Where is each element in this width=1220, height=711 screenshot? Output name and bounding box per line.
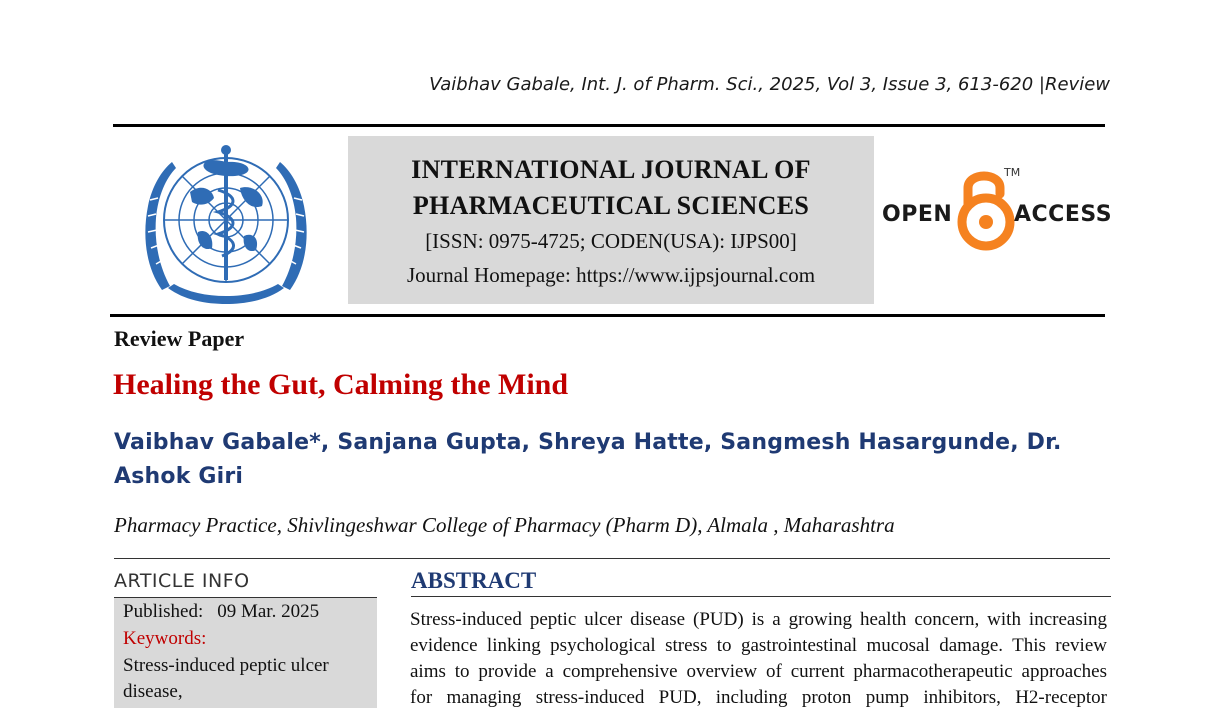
abstract-body — [410, 607, 1107, 711]
paper-type: Review Paper — [114, 326, 245, 351]
paper-title: Healing the Gut, Calming the Mind — [113, 368, 569, 401]
keywords-label: Keywords: — [123, 628, 207, 649]
paper-authors: Vaibhav Gabale*, Sanjana Gupta, Shreya Hatte, Sangmesh Hasargunde, Dr. Ashok Giri — [114, 430, 1062, 489]
open-access-open-text: OPEN — [882, 202, 953, 227]
abstract-rule — [411, 596, 1111, 597]
running-citation: Vaibhav Gabale, Int. J. of Pharm. Sci., 2025, Vol 3, Issue 3, 613-620 |Review — [429, 74, 1110, 95]
section-divider — [114, 558, 1110, 559]
abstract-line: aims to provide a comprehensive overview of current pharmacotherapeutic approaches — [410, 661, 1107, 682]
keyword-line: Stress-induced peptic ulcer — [123, 655, 329, 676]
journal-title-line1: INTERNATIONAL JOURNAL OF — [411, 155, 811, 184]
paper-affiliation: Pharmacy Practice, Shivlingeshwar College of Pharmacy (Pharm D), Almala , Maharashtra — [114, 513, 895, 537]
journal-homepage: Journal Homepage: https://www.ijpsjournal.com — [406, 263, 816, 287]
journal-title-line2: PHARMACEUTICAL SCIENCES — [412, 191, 810, 220]
header-rule-top — [113, 124, 1105, 127]
published-label: Published: — [123, 601, 204, 622]
journal-issn: [ISSN: 0975-4725; CODEN(USA): IJPS00] — [425, 229, 797, 253]
abstract-line: for managing stress-induced PUD, including proton pump inhibitors, H2-receptor — [410, 687, 1107, 708]
published-date: 09 Mar. 2025 — [217, 601, 320, 622]
abstract-line: evidence linking psychological stress to gastrointestinal mucosal damage. This review — [410, 635, 1107, 656]
open-access-access-text: ACCESS — [1014, 202, 1113, 227]
published-row — [123, 601, 319, 623]
header-rule-bottom — [110, 314, 1105, 317]
journal-emblem-logo — [128, 140, 324, 306]
trademark-mark: TM — [1004, 166, 1021, 179]
abstract-heading: ABSTRACT — [411, 568, 537, 593]
keyword-line: disease, — [123, 681, 183, 702]
journal-banner — [348, 136, 874, 304]
article-info-heading: ARTICLE INFO — [114, 570, 250, 592]
abstract-line: Stress-induced peptic ulcer disease (PUD) is a growing health concern, with increasing — [410, 609, 1107, 630]
open-access-logo — [880, 164, 1113, 254]
